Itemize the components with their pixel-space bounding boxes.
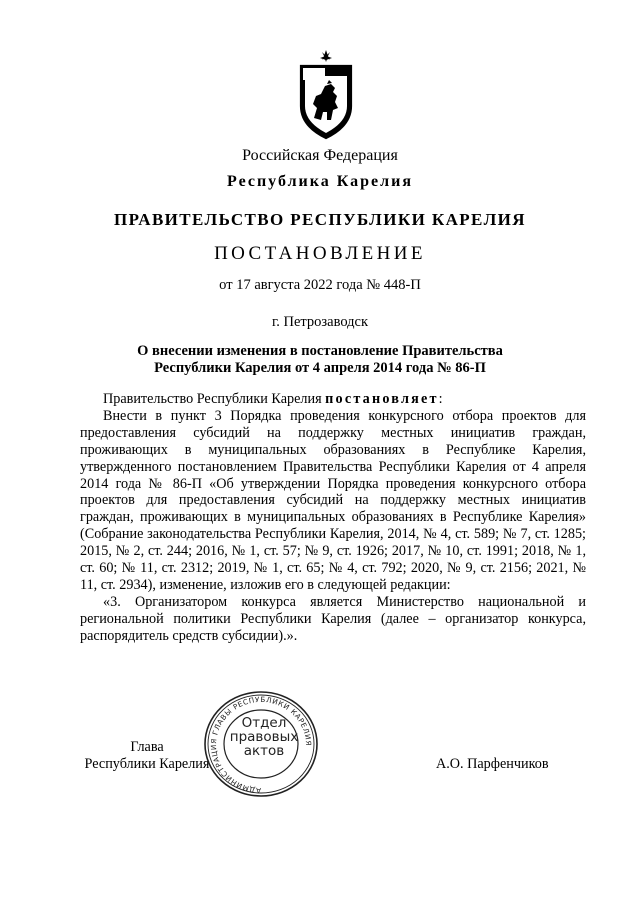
intro-paragraph — [80, 391, 586, 408]
signatory-title-line-2: Республики Карелия — [84, 756, 210, 772]
karelia-coat-of-arms-icon — [297, 50, 355, 140]
document-body — [80, 391, 586, 645]
republic-name: Республика Карелия — [227, 173, 413, 190]
city: г. Петрозаводск — [271, 314, 369, 330]
stamp-center-text — [224, 716, 304, 758]
document-title — [0, 343, 640, 377]
government-name: ПРАВИТЕЛЬСТВО РЕСПУБЛИКИ КАРЕЛИЯ — [114, 210, 526, 229]
paragraph-2: «3. Организатором конкурса является Министерство национальной и региональной политики Республики Карелия (далее – организатор конкурса, распорядитель средств субсидии).». — [80, 593, 586, 644]
stamp-ring-text: АДМИНИСТРАЦИЯ ГЛАВЫ РЕСПУБЛИКИ КАРЕЛИЯ — [208, 694, 314, 796]
intro-prefix: Правительство Республики Карелия — [103, 391, 326, 407]
signatory-title — [80, 739, 214, 773]
stamp-line-3: актов — [243, 743, 285, 759]
title-line-1: О внесении изменения в постановление Правительства — [137, 343, 503, 359]
date-number: от 17 августа 2022 года № 448-П — [219, 277, 421, 293]
title-line-2: Республики Карелия от 4 апреля 2014 года № 86-П — [154, 360, 486, 376]
intro-decree-word: постановляет — [325, 391, 439, 407]
signatory-name: А.О. Парфенчиков — [436, 756, 549, 772]
document-type: ПОСТАНОВЛЕНИЕ — [214, 243, 426, 264]
intro-suffix: : — [438, 391, 443, 407]
paragraph-1: Внести в пункт 3 Порядка проведения конкурсного отбора проектов для предоставления субсидий на поддержку местных инициатив граждан, проживающих в муниципальных образованиях в Республике Карелия, утвержденного постановлением Правительства Республики Карелия от 4 апреля 2014 года № 86-П «Об утверждении Порядка проведения конкурсного отбора проектов для предоставления субсидий на поддержку местных инициатив граждан, проживающих в муниципальных образованиях в Республике Карелия» (Собрание законодательства Республики Карелия, 2014, № 4, ст. 589; № 7, ст. 1285; 2015, № 2, ст. 244; 2016, № 1, ст. 57; № 9, ст. 1926; 2017, № 10, ст. 1991; 2018, № 1, ст. 60; № 11, ст. 2312; 2019, № 1, ст. 65; № 4, ст. 792; 2020, № 9, ст. 2156; 2021, № 11, ст. 2934), изменение, изложив его в следующей редакции: — [80, 407, 586, 593]
signatory-title-line-1: Глава — [130, 739, 164, 755]
country-name: Российская Федерация — [242, 147, 398, 164]
stamp-line-2: правовых — [229, 729, 299, 745]
stamp-line-1: Отдел — [241, 715, 287, 731]
